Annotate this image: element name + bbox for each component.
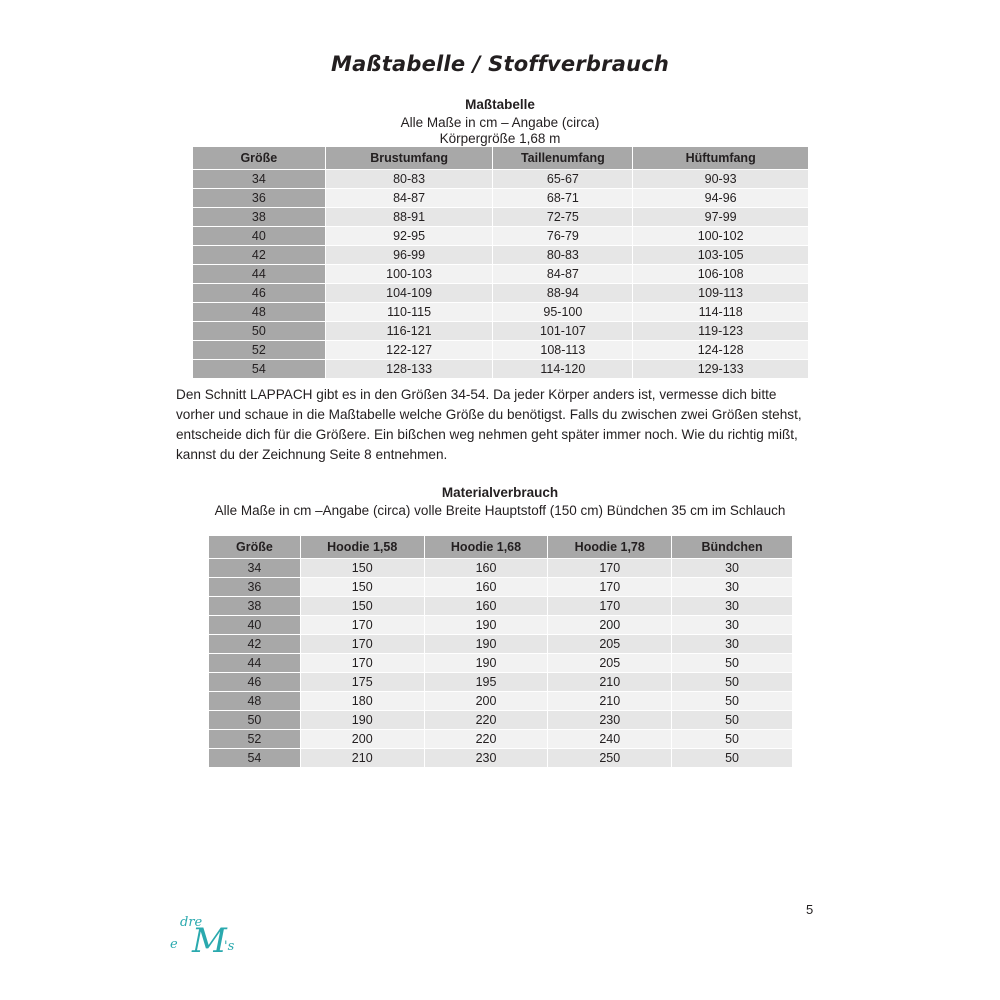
logo-monogram-icon: M [192, 921, 227, 961]
cell-size: 48 [209, 692, 301, 711]
cell-hoodie-158: 170 [300, 654, 424, 673]
cell-hip: 124-128 [633, 341, 809, 360]
cell-hip: 100-102 [633, 227, 809, 246]
cell-size: 40 [209, 616, 301, 635]
cell-buendchen: 50 [672, 654, 793, 673]
material-table-head [209, 536, 793, 559]
measurement-subline-height: Körpergröße 1,68 m [439, 131, 561, 146]
table-row [193, 341, 809, 360]
table-row [193, 284, 809, 303]
cell-bust: 88-91 [325, 208, 493, 227]
cell-buendchen: 50 [672, 711, 793, 730]
cell-size: 44 [193, 265, 326, 284]
cell-buendchen: 30 [672, 616, 793, 635]
cell-hoodie-158: 210 [300, 749, 424, 768]
cell-size: 38 [209, 597, 301, 616]
cell-hoodie-178: 210 [548, 692, 672, 711]
cell-hoodie-168: 160 [424, 597, 548, 616]
measurement-subline-units: Alle Maße in cm – Angabe (circa) [400, 115, 600, 130]
column-header-hoodie-168: Hoodie 1,68 [424, 536, 548, 559]
cell-hip: 103-105 [633, 246, 809, 265]
cell-bust: 110-115 [325, 303, 493, 322]
cell-hoodie-178: 205 [548, 654, 672, 673]
cell-hoodie-168: 220 [424, 730, 548, 749]
cell-hoodie-178: 170 [548, 559, 672, 578]
cell-hoodie-168: 230 [424, 749, 548, 768]
column-header-waist: Taillenumfang [493, 147, 633, 170]
logo-text-top: dre [180, 915, 203, 930]
table-row [209, 749, 793, 768]
instructions-paragraph: Den Schnitt LAPPACH gibt es in den Größen 34-54. Da jeder Körper anders ist, vermesse dich bitte vorher und schaue in die Maßtabelle welche Größe du benötigst. Falls du zwischen zwei Größen stehst, entscheide dich für die Größere. Ein bißchen weg nehmen geht später immer noch. Wie du richtig mißt, kannst du der Zeichnung Seite 8 entnehmen. [176, 387, 802, 462]
page-title: Maßtabelle / Stoffverbrauch [330, 52, 670, 76]
cell-size: 54 [209, 749, 301, 768]
measurement-table-body [193, 170, 809, 379]
cell-hoodie-178: 240 [548, 730, 672, 749]
table-header-row [193, 147, 809, 170]
cell-hip: 109-113 [633, 284, 809, 303]
material-table-body [209, 559, 793, 768]
cell-size: 34 [209, 559, 301, 578]
cell-hoodie-178: 250 [548, 749, 672, 768]
cell-size: 50 [209, 711, 301, 730]
cell-bust: 128-133 [325, 360, 493, 379]
cell-bust: 116-121 [325, 322, 493, 341]
cell-size: 36 [193, 189, 326, 208]
cell-buendchen: 30 [672, 597, 793, 616]
cell-hip: 97-99 [633, 208, 809, 227]
table-row [209, 692, 793, 711]
cell-size: 52 [193, 341, 326, 360]
table-row [209, 635, 793, 654]
cell-size: 38 [193, 208, 326, 227]
cell-hoodie-168: 190 [424, 616, 548, 635]
cell-hip: 114-118 [633, 303, 809, 322]
cell-buendchen: 30 [672, 635, 793, 654]
material-usage-table [208, 535, 793, 768]
cell-waist: 114-120 [493, 360, 633, 379]
cell-size: 54 [193, 360, 326, 379]
cell-waist: 72-75 [493, 208, 633, 227]
cell-hoodie-168: 200 [424, 692, 548, 711]
material-subline-units: Alle Maße in cm –Angabe (circa) volle Breite Hauptstoff (150 cm) Bündchen 35 cm im Schlauch [214, 503, 786, 518]
cell-bust: 80-83 [325, 170, 493, 189]
page-number: 5 [806, 902, 814, 917]
cell-hoodie-168: 160 [424, 578, 548, 597]
cell-size: 42 [193, 246, 326, 265]
cell-size: 42 [209, 635, 301, 654]
cell-hip: 90-93 [633, 170, 809, 189]
cell-hoodie-168: 220 [424, 711, 548, 730]
cell-size: 34 [193, 170, 326, 189]
cell-buendchen: 50 [672, 673, 793, 692]
cell-hoodie-168: 190 [424, 654, 548, 673]
column-header-hoodie-178: Hoodie 1,78 [548, 536, 672, 559]
logo-text-suffix: 's [224, 939, 235, 954]
cell-size: 52 [209, 730, 301, 749]
table-row [193, 208, 809, 227]
column-header-size: Größe [209, 536, 301, 559]
column-header-buendchen: Bündchen [672, 536, 793, 559]
cell-waist: 65-67 [493, 170, 633, 189]
table-row [193, 360, 809, 379]
cell-waist: 108-113 [493, 341, 633, 360]
cell-waist: 76-79 [493, 227, 633, 246]
cell-hip: 106-108 [633, 265, 809, 284]
table-row [193, 303, 809, 322]
cell-hoodie-168: 160 [424, 559, 548, 578]
cell-hoodie-158: 200 [300, 730, 424, 749]
cell-bust: 122-127 [325, 341, 493, 360]
cell-hoodie-178: 170 [548, 578, 672, 597]
cell-hoodie-168: 195 [424, 673, 548, 692]
table-row [209, 673, 793, 692]
cell-hoodie-168: 190 [424, 635, 548, 654]
measurement-table-head [193, 147, 809, 170]
brand-logo [170, 915, 260, 975]
table-row [209, 616, 793, 635]
cell-bust: 100-103 [325, 265, 493, 284]
table-row [209, 654, 793, 673]
table-row [209, 730, 793, 749]
cell-size: 36 [209, 578, 301, 597]
cell-hip: 129-133 [633, 360, 809, 379]
material-section-heading: Materialverbrauch [441, 485, 559, 500]
table-header-row [209, 536, 793, 559]
table-row [209, 711, 793, 730]
cell-waist: 84-87 [493, 265, 633, 284]
cell-waist: 88-94 [493, 284, 633, 303]
column-header-size: Größe [193, 147, 326, 170]
cell-hoodie-158: 170 [300, 635, 424, 654]
cell-buendchen: 50 [672, 692, 793, 711]
cell-hip: 94-96 [633, 189, 809, 208]
cell-size: 50 [193, 322, 326, 341]
cell-buendchen: 30 [672, 578, 793, 597]
cell-waist: 68-71 [493, 189, 633, 208]
cell-bust: 104-109 [325, 284, 493, 303]
cell-buendchen: 30 [672, 559, 793, 578]
table-row [209, 578, 793, 597]
cell-bust: 84-87 [325, 189, 493, 208]
cell-bust: 92-95 [325, 227, 493, 246]
table-row [193, 170, 809, 189]
table-row [193, 189, 809, 208]
column-header-bust: Brustumfang [325, 147, 493, 170]
cell-hip: 119-123 [633, 322, 809, 341]
cell-hoodie-158: 180 [300, 692, 424, 711]
measurement-table [192, 146, 809, 379]
cell-hoodie-158: 150 [300, 597, 424, 616]
table-row [209, 597, 793, 616]
cell-hoodie-158: 190 [300, 711, 424, 730]
cell-waist: 80-83 [493, 246, 633, 265]
cell-hoodie-178: 230 [548, 711, 672, 730]
cell-size: 40 [193, 227, 326, 246]
table-row [193, 322, 809, 341]
cell-hoodie-178: 210 [548, 673, 672, 692]
table-row [209, 559, 793, 578]
cell-hoodie-158: 150 [300, 578, 424, 597]
cell-waist: 101-107 [493, 322, 633, 341]
measurement-section-heading: Maßtabelle [465, 97, 535, 112]
column-header-hip: Hüftumfang [633, 147, 809, 170]
table-row [193, 265, 809, 284]
cell-hoodie-158: 150 [300, 559, 424, 578]
cell-waist: 95-100 [493, 303, 633, 322]
cell-hoodie-178: 205 [548, 635, 672, 654]
cell-size: 44 [209, 654, 301, 673]
cell-hoodie-178: 200 [548, 616, 672, 635]
cell-size: 46 [209, 673, 301, 692]
cell-hoodie-178: 170 [548, 597, 672, 616]
table-row [193, 246, 809, 265]
cell-hoodie-158: 170 [300, 616, 424, 635]
cell-hoodie-158: 175 [300, 673, 424, 692]
table-row [193, 227, 809, 246]
cell-bust: 96-99 [325, 246, 493, 265]
cell-buendchen: 50 [672, 730, 793, 749]
cell-buendchen: 50 [672, 749, 793, 768]
logo-text-left: e [170, 937, 178, 952]
cell-size: 48 [193, 303, 326, 322]
column-header-hoodie-158: Hoodie 1,58 [300, 536, 424, 559]
cell-size: 46 [193, 284, 326, 303]
